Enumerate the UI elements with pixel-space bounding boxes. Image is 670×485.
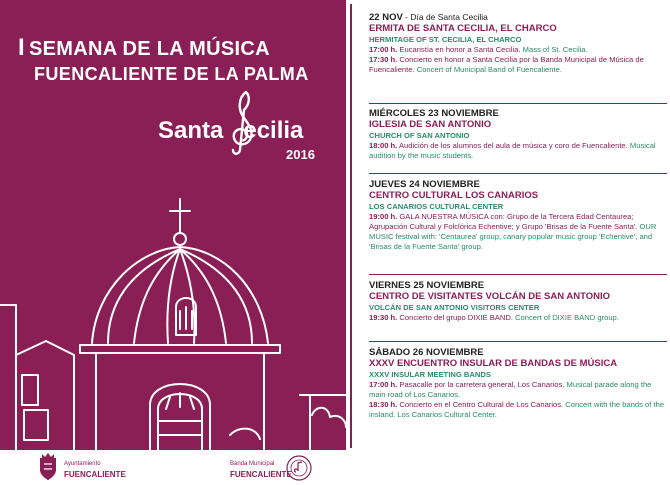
poster-year: 2016 <box>286 147 315 162</box>
event-item <box>369 212 667 252</box>
event-venue: CENTRO DE VISITANTES VOLCÁN DE SAN ANTONIO <box>369 291 611 302</box>
event-date-main: 22 NOV <box>369 12 403 23</box>
edition-numeral: I <box>18 34 25 61</box>
event-desc-es: Audición de los alumnos del aula de música y coro de Fuencaliente. <box>397 141 628 150</box>
event-date-main: VIERNES 25 NOVIEMBRE <box>369 280 485 291</box>
event-time: 17:00 h. <box>369 380 398 389</box>
event-desc-es: Concierto en el Centro Cultural de Los Canarios. <box>397 400 564 409</box>
event-desc-es: Concierto del grupo DIXIE BAND. <box>397 313 513 322</box>
event-item <box>369 400 667 420</box>
event-time: 18:30 h. <box>369 400 398 409</box>
event-desc-en: Concert of Municipal Band of Fuencaliente. <box>414 65 562 74</box>
event-item <box>369 45 667 55</box>
event-time: 19:30 h. <box>369 313 398 322</box>
coat-of-arms-icon <box>36 452 60 482</box>
event-venue-english: CHURCH OF SAN ANTONIO <box>369 131 470 140</box>
poster-title-line1 <box>18 34 270 62</box>
event-date-sub: - Día de Santa Cecilia <box>402 12 488 22</box>
event-date <box>369 179 667 190</box>
event-item <box>369 313 667 323</box>
event-date <box>369 347 667 358</box>
santa-cecilia-logo <box>158 117 303 145</box>
event-desc-es: Concierto en honor a Santa Cecilia por la Banda Municipal de Música de Fuencaliente. <box>369 55 644 74</box>
event-time: 17:30 h. <box>369 55 398 64</box>
cecilia-word: ecilia <box>243 117 304 144</box>
event-desc-es: GALA NUESTRA MÚSICA con: Grupo de la Tercera Edad Centaurea; Agrupación Cultural y Folclórica Echentive; y Grupo 'Brisas de la Fuente Santa'. <box>369 212 638 231</box>
santa-word: Santa <box>158 117 224 144</box>
event-desc-en: Musical parade along the main road of Los Canarios. <box>369 380 652 399</box>
event-desc-es: Eucaristía en honor a Santa Cecilia. <box>397 45 521 54</box>
banda-name: FUENCALIENTE <box>230 470 292 479</box>
event-desc-en: Concert of DIXIE BAND group. <box>512 313 619 322</box>
event-venue: XXXV ENCUENTRO INSULAR DE BANDAS DE MÚSICA <box>369 358 618 369</box>
event-venue-english: VOLCÁN DE SAN ANTONIO VISITORS CENTER <box>369 303 540 312</box>
event-venue-english: HERMITAGE OF ST. CECILIA, EL CHARCO <box>369 35 522 44</box>
footer-bar <box>0 450 670 485</box>
event-venue-english: LOS CANARIOS CULTURAL CENTER <box>369 202 504 211</box>
event-desc-en: Concert with the bands of the insland. Los Canarios Cultural Center. <box>369 400 665 419</box>
title-text: SEMANA DE LA MÚSICA <box>28 38 270 60</box>
event-separator <box>369 173 667 174</box>
poster-panel <box>0 0 346 450</box>
event-block <box>369 347 667 420</box>
event-separator <box>369 341 667 342</box>
event-desc-en: Mass of St. Cecilia. <box>520 45 588 54</box>
schedule-panel <box>357 0 670 450</box>
event-separator <box>369 103 667 104</box>
event-venue: ERMITA DE SANTA CECILIA, EL CHARCO <box>369 23 557 34</box>
banda-label: Banda Municipal <box>230 461 275 467</box>
event-item <box>369 55 667 75</box>
ayuntamiento-name: FUENCALIENTE <box>64 470 126 479</box>
event-desc-en: Musical audition by the music students. <box>369 141 656 160</box>
event-time: 18:00 h. <box>369 141 398 150</box>
event-date-main: SÁBADO 26 NOVIEMBRE <box>369 347 484 358</box>
event-block <box>369 179 667 252</box>
event-block <box>369 280 667 323</box>
event-desc-es: Pasacalle por la carretera general, Los Canarios. <box>397 380 565 389</box>
event-date <box>369 280 667 291</box>
event-date <box>369 12 667 23</box>
divider-line <box>350 4 352 448</box>
event-desc-en: OUR MUSIC festival with: 'Centaurea' group; canary popular music group 'Echentive'; and 'Brisas de la Fuente Santa' group. <box>369 222 657 251</box>
event-separator <box>369 274 667 275</box>
event-time: 17:00 h. <box>369 45 398 54</box>
event-venue: IGLESIA DE SAN ANTONIO <box>369 119 492 130</box>
church-dome-illustration <box>0 195 346 450</box>
band-seal-icon <box>285 454 313 482</box>
event-block <box>369 12 667 75</box>
ayuntamiento-label: Ayuntamiento <box>64 461 101 467</box>
event-date <box>369 108 667 119</box>
event-date-main: MIÉRCOLES 23 NOVIEMBRE <box>369 108 499 119</box>
event-block <box>369 108 667 161</box>
event-venue-english: XXXV INSULAR MEETING BANDS <box>369 370 491 379</box>
event-venue: CENTRO CULTURAL LOS CANARIOS <box>369 190 539 201</box>
event-time: 19:00 h. <box>369 212 398 221</box>
event-date-main: JUEVES 24 NOVIEMBRE <box>369 179 480 190</box>
poster-title-line2: FUENCALIENTE DE LA PALMA <box>34 64 309 84</box>
event-item <box>369 380 667 400</box>
event-item <box>369 141 667 161</box>
